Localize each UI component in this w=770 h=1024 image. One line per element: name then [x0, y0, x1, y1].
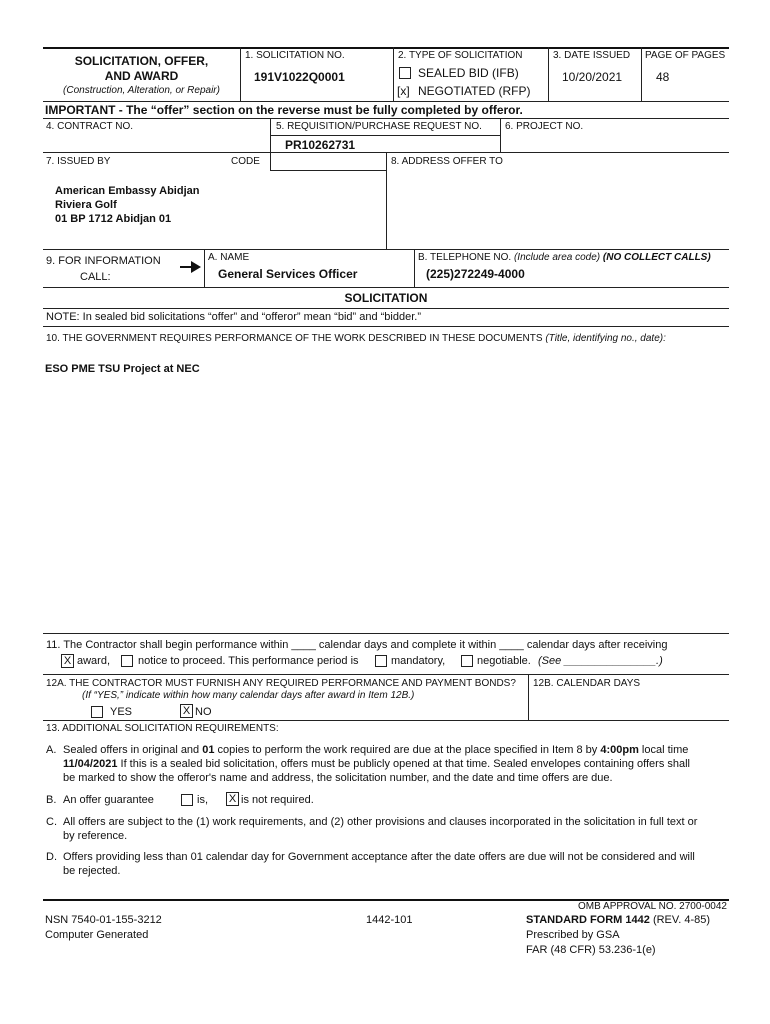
date-issued-label: 3. DATE ISSUED	[553, 50, 631, 61]
item13d-line: Offers providing less than 01 calendar day for Government acceptance after the date offers are due will not be considered and will	[63, 851, 695, 863]
item10-label	[46, 333, 666, 344]
guarantee-not-required-label: is not required.	[241, 794, 314, 806]
form-title-line2: AND AWARD	[104, 69, 179, 83]
for-information-label: 9. FOR INFORMATION	[46, 255, 161, 267]
issuer-address	[55, 184, 199, 226]
item13-label: 13. ADDITIONAL SOLICITATION REQUIREMENTS:	[46, 723, 279, 734]
call-label: CALL:	[80, 271, 111, 283]
far-citation: FAR (48 CFR) 53.236-1(e)	[526, 944, 656, 956]
nsn-number: NSN 7540-01-155-3212	[45, 914, 162, 926]
telephone-value: (225)272249-4000	[426, 267, 525, 281]
sol-no-value: 191V1022Q0001	[254, 70, 345, 84]
item13a-time: 4:00pm	[600, 744, 639, 756]
telephone-label-italic: (Include area code)	[513, 252, 601, 263]
item10-label-text: 10. THE GOVERNMENT REQUIRES PERFORMANCE OF THE WORK DESCRIBED IN THESE DOCUMENTS	[46, 333, 543, 344]
name-value: General Services Officer	[218, 267, 358, 281]
date-issued-value: 10/20/2021	[562, 70, 623, 84]
item12b-label: 12B. CALENDAR DAYS	[533, 678, 641, 689]
name-label: A. NAME	[208, 252, 250, 263]
award-label: award,	[77, 655, 111, 667]
negotiable-label: negotiable.	[477, 655, 531, 667]
divider	[270, 135, 500, 136]
issuer-line: Riviera Golf	[55, 199, 117, 211]
item13d-text	[63, 850, 728, 878]
negotiated-checkbox[interactable]: [x]	[397, 84, 410, 98]
divider	[500, 118, 501, 152]
form-title	[43, 54, 240, 97]
bonds-yes-label: YES	[110, 706, 133, 718]
item13a-text5: be marked to show the offeror's name and address, the solicitation number, and the date and time offers are due.	[63, 772, 613, 784]
negotiable-checkbox[interactable]	[461, 655, 473, 667]
item13d-line: be rejected.	[63, 865, 121, 877]
divider	[528, 674, 529, 720]
standard-form-rev: (REV. 4-85)	[652, 914, 710, 926]
contract-no-label: 4. CONTRACT NO.	[46, 121, 134, 132]
item11-line1: 11. The Contractor shall begin performance within ____ calendar days and complete it within ____ calendar days after receiving	[46, 639, 668, 651]
requisition-label: 5. REQUISITION/PURCHASE REQUEST NO.	[276, 121, 482, 132]
bonds-no-label: NO	[195, 706, 212, 718]
form-subtitle: (Construction, Alteration, or Repair)	[63, 85, 220, 96]
negotiated-label: NEGOTIATED (RFP)	[418, 84, 531, 98]
guarantee-is-checkbox[interactable]	[181, 794, 193, 806]
sealed-bid-label: SEALED BID (IFB)	[418, 66, 519, 80]
divider	[43, 674, 729, 675]
code-label: CODE	[231, 156, 260, 167]
item13b-prefix: B.	[46, 794, 57, 806]
standard-form-name: STANDARD FORM 1442	[526, 914, 650, 926]
address-offer-label: 8. ADDRESS OFFER TO	[391, 156, 503, 167]
issuer-line: American Embassy Abidjan	[55, 185, 200, 197]
divider	[270, 170, 386, 171]
item13a-text3: local time	[641, 744, 689, 756]
bonds-yes-checkbox[interactable]	[91, 706, 103, 718]
mandatory-checkbox[interactable]	[375, 655, 387, 667]
issued-by-label: 7. ISSUED BY	[46, 156, 111, 167]
top-border	[43, 47, 729, 49]
item13a-copies: 01	[202, 744, 215, 756]
solicitation-heading: SOLICITATION	[344, 291, 428, 305]
notice-to-proceed-label: notice to proceed. This performance period is	[138, 655, 359, 667]
divider	[641, 47, 642, 101]
item12a-note: (If “YES,” indicate within how many calendar days after award in Item 12B.)	[82, 690, 415, 701]
item13b-text: An offer guarantee	[63, 794, 154, 806]
item13a-text2: copies to perform the work required are due at the place specified in Item 8 by	[217, 744, 598, 756]
item12a-label: 12A. THE CONTRACTOR MUST FURNISH ANY REQUIRED PERFORMANCE AND PAYMENT BONDS?	[46, 678, 516, 689]
important-notice: IMPORTANT - The “offer” section on the reverse must be fully completed by offeror.	[45, 103, 523, 117]
omb-approval: OMB APPROVAL NO. 2700-0042	[578, 901, 727, 912]
divider	[548, 47, 549, 101]
item10-label-italic: (Title, identifying no., date):	[545, 333, 666, 344]
guarantee-not-required-checkbox[interactable]: X	[226, 792, 239, 806]
telephone-label	[418, 252, 711, 263]
type-label: 2. TYPE OF SOLICITATION	[398, 50, 523, 61]
divider	[43, 118, 729, 119]
form-code: 1442-101	[366, 914, 413, 926]
divider	[240, 47, 241, 101]
arrow-right-icon	[180, 260, 202, 279]
divider	[386, 152, 387, 249]
pages-value: 48	[656, 70, 670, 84]
telephone-label-bold: (NO COLLECT CALLS)	[602, 252, 711, 263]
bonds-no-checkbox[interactable]: X	[180, 704, 193, 718]
item13d-prefix: D.	[46, 851, 57, 863]
mandatory-label: mandatory,	[391, 655, 446, 667]
prescribed-by: Prescribed by GSA	[526, 929, 620, 941]
standard-form	[526, 913, 710, 927]
pages-label: PAGE OF PAGES	[645, 50, 726, 61]
notice-to-proceed-checkbox[interactable]	[121, 655, 133, 667]
item13c-line: by reference.	[63, 830, 128, 842]
divider	[43, 287, 729, 288]
divider	[43, 308, 729, 309]
item13a-text	[63, 743, 723, 785]
see-label: (See _______________.)	[538, 655, 663, 667]
item13a-prefix: A.	[46, 744, 57, 756]
telephone-label-text: B. TELEPHONE NO.	[418, 252, 512, 263]
item13a-text1: Sealed offers in original and	[63, 744, 200, 756]
item13a-text4: If this is a sealed bid solicitation, offers must be publicly opened at that time. Sealed envelopes containing offers shall	[120, 758, 691, 770]
divider	[43, 326, 729, 327]
item13c-line: All offers are subject to the (1) work requirements, and (2) other provisions and clauses incorporated in the solicitation in full text or	[63, 816, 698, 828]
divider	[204, 249, 205, 287]
divider	[43, 633, 729, 634]
divider	[393, 47, 394, 101]
requisition-value: PR10262731	[285, 138, 356, 152]
note-text: NOTE: In sealed bid solicitations “offer” and “offeror” mean “bid” and “bidder.”	[46, 311, 421, 323]
item13a-date: 11/04/2021	[63, 758, 118, 770]
project-no-label: 6. PROJECT NO.	[505, 121, 584, 132]
divider	[270, 118, 271, 170]
guarantee-is-label: is,	[197, 794, 208, 806]
divider	[43, 720, 729, 721]
sealed-bid-checkbox[interactable]	[399, 67, 411, 79]
divider	[414, 249, 415, 287]
award-checkbox[interactable]: X	[61, 654, 74, 668]
item13c-prefix: C.	[46, 816, 57, 828]
work-title: ESO PME TSU Project at NEC	[45, 363, 200, 375]
item13c-text	[63, 815, 728, 843]
divider	[43, 249, 729, 250]
issuer-line: 01 BP 1712 Abidjan 01	[55, 213, 172, 225]
sol-no-label: 1. SOLICITATION NO.	[245, 50, 345, 61]
form-title-line1: SOLICITATION, OFFER,	[74, 54, 209, 68]
divider	[43, 101, 729, 102]
computer-generated: Computer Generated	[45, 929, 149, 941]
